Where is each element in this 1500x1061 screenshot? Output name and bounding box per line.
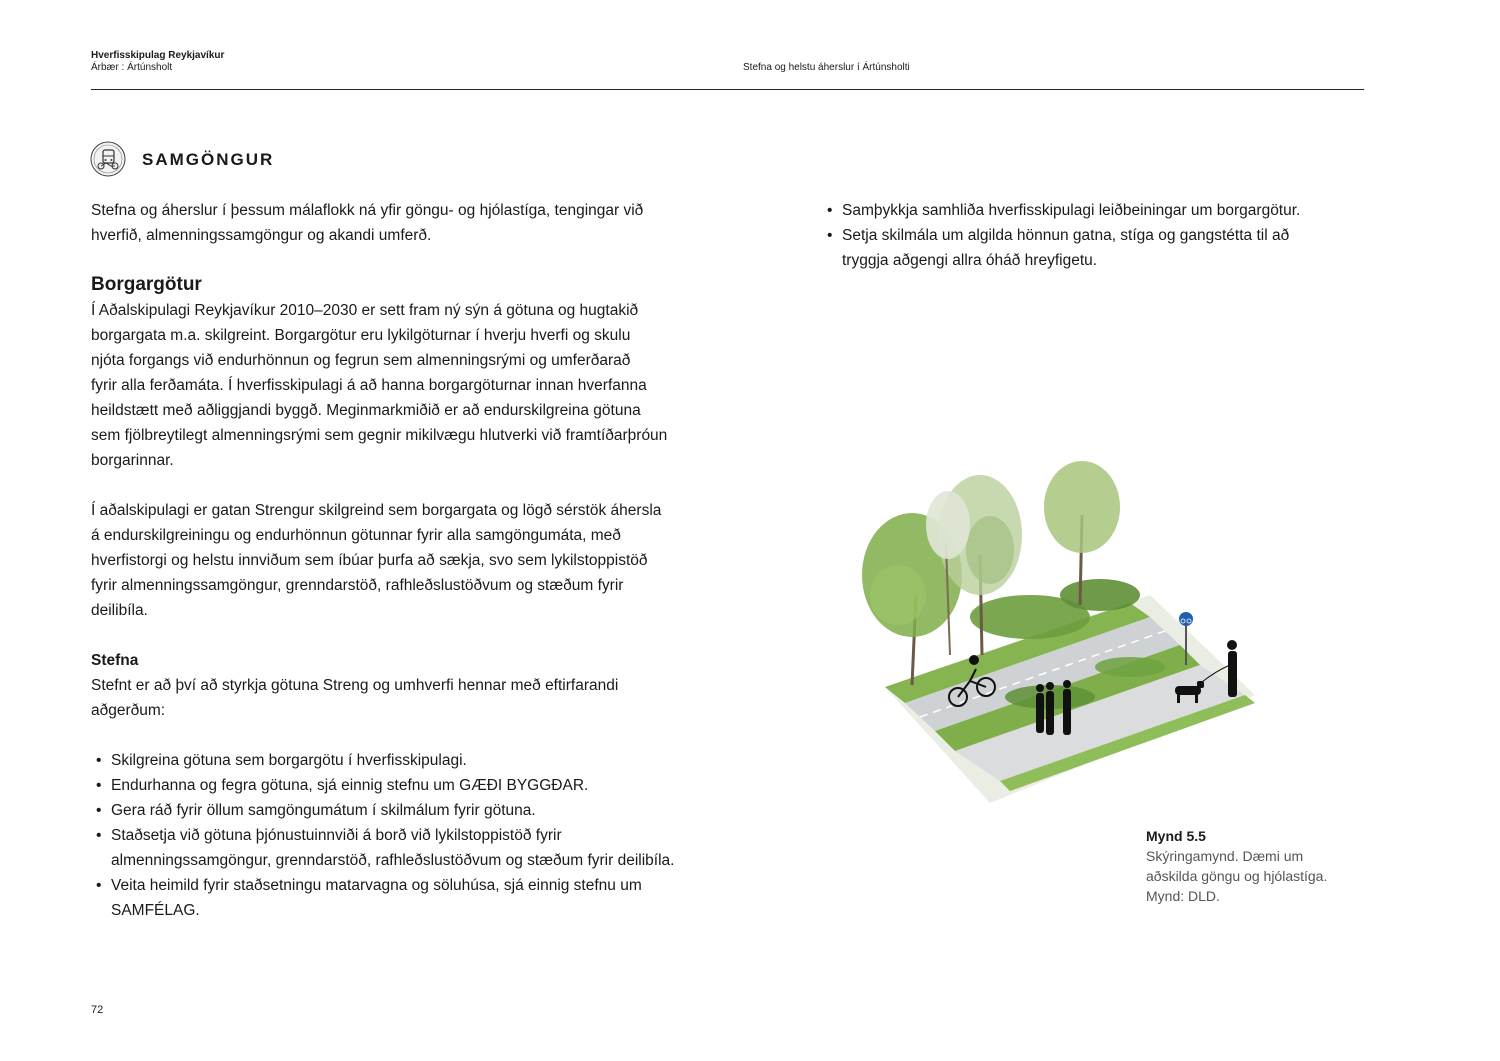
right-column <box>822 198 1382 273</box>
list-item: • Gera ráð fyrir öllum samgöngumátum í skilmálum fyrir götuna. <box>91 798 731 823</box>
header-subtitle: Árbær : Ártúnsholt <box>91 62 173 73</box>
figure-caption <box>1146 826 1356 906</box>
borgargotur-paragraph-1: Í Aðalskipulagi Reykjavíkur 2010–2030 er sett fram ný sýn á götuna og hugtakið borgargata m.a. skilgreint. Borgargötur eru lykilgöturnar í hverju hverfi og skulu njóta forgangs við endurhönnun og fegrun sem almenningsrými og umferðarað fyrir alla ferðamáta. Í hverfisskipulagi á að hanna borgargöturnar innan hverfanna heildstætt með aðliggjandi byggð. Meginmarkmiðið er að endurskilgreina götuna sem fjölbreytilegt almenningsrými sem gegnir mikilvægu hlutverki við framtíðarþróun borgarinnar. <box>91 302 668 469</box>
list-item: • Endurhanna og fegra götuna, sjá einnig stefnu um GÆÐI BYGGÐAR. <box>91 773 731 798</box>
list-item: • Skilgreina götuna sem borgargötu í hverfisskipulagi. <box>91 748 731 773</box>
figure-caption-line: Mynd: DLD. <box>1146 888 1220 904</box>
figure-caption-title: Mynd 5.5 <box>1146 828 1206 844</box>
borgargotur-heading: Borgargötur <box>91 274 202 295</box>
left-column <box>91 198 731 923</box>
street-illustration <box>850 455 1270 810</box>
page-number: 72 <box>91 1004 104 1016</box>
header-title: Hverfisskipulag Reykjavíkur <box>91 50 225 61</box>
stefna-heading: Stefna <box>91 652 139 669</box>
stefna-intro: Stefnt er að því að styrkja götuna Streng og umhverfi hennar með eftirfarandi aðgerðum: <box>91 677 619 719</box>
borgargotur-paragraph-2: Í aðalskipulagi er gatan Strengur skilgreind sem borgargata og lögð sérstök áhersla á endurskilgreiningu og endurhönnun götunnar fyrir alla samgöngumáta, með hverfistorgi og helstu innviðum sem íbúar þurfa að sækja, svo sem lykilstoppistöð fyrir almenningssamgöngur, grenndarstöð, rafhleðslustöðvum og stæðum fyrir deilibíla. <box>91 502 662 619</box>
list-item: • Setja skilmála um algilda hönnun gatna, stíga og gangstétta til að tryggja aðgengi allra óháð hreyfigetu. <box>822 223 1382 273</box>
transport-icon <box>90 141 126 177</box>
figure-caption-line: Skýringamynd. Dæmi um <box>1146 848 1304 864</box>
section-title: SAMGÖNGUR <box>142 150 275 169</box>
list-item: • Veita heimild fyrir staðsetningu matarvagna og söluhúsa, sjá einnig stefnu um SAMFÉLAG. <box>91 873 731 923</box>
header-divider <box>91 89 1364 90</box>
figure-caption-line: aðskilda göngu og hjólastíga. <box>1146 868 1328 884</box>
header-section-name: Stefna og helstu áherslur í Ártúnsholti <box>743 62 910 73</box>
right-bullet-list <box>822 198 1382 273</box>
list-item: • Staðsetja við götuna þjónustuinnviði á borð við lykilstoppistöð fyrir almenningssamgöngur, grenndarstöð, rafhleðslustöðvum og stæðum fyrir deilibíla. <box>91 823 731 873</box>
intro-paragraph: Stefna og áherslur í þessum málaflokk ná yfir göngu- og hjólastíga, tengingar við hverfið, almenningssamgöngur og akandi umferð. <box>91 202 644 244</box>
stefna-bullet-list <box>91 748 731 923</box>
list-item: • Samþykkja samhliða hverfisskipulagi leiðbeiningar um borgargötur. <box>822 198 1382 223</box>
